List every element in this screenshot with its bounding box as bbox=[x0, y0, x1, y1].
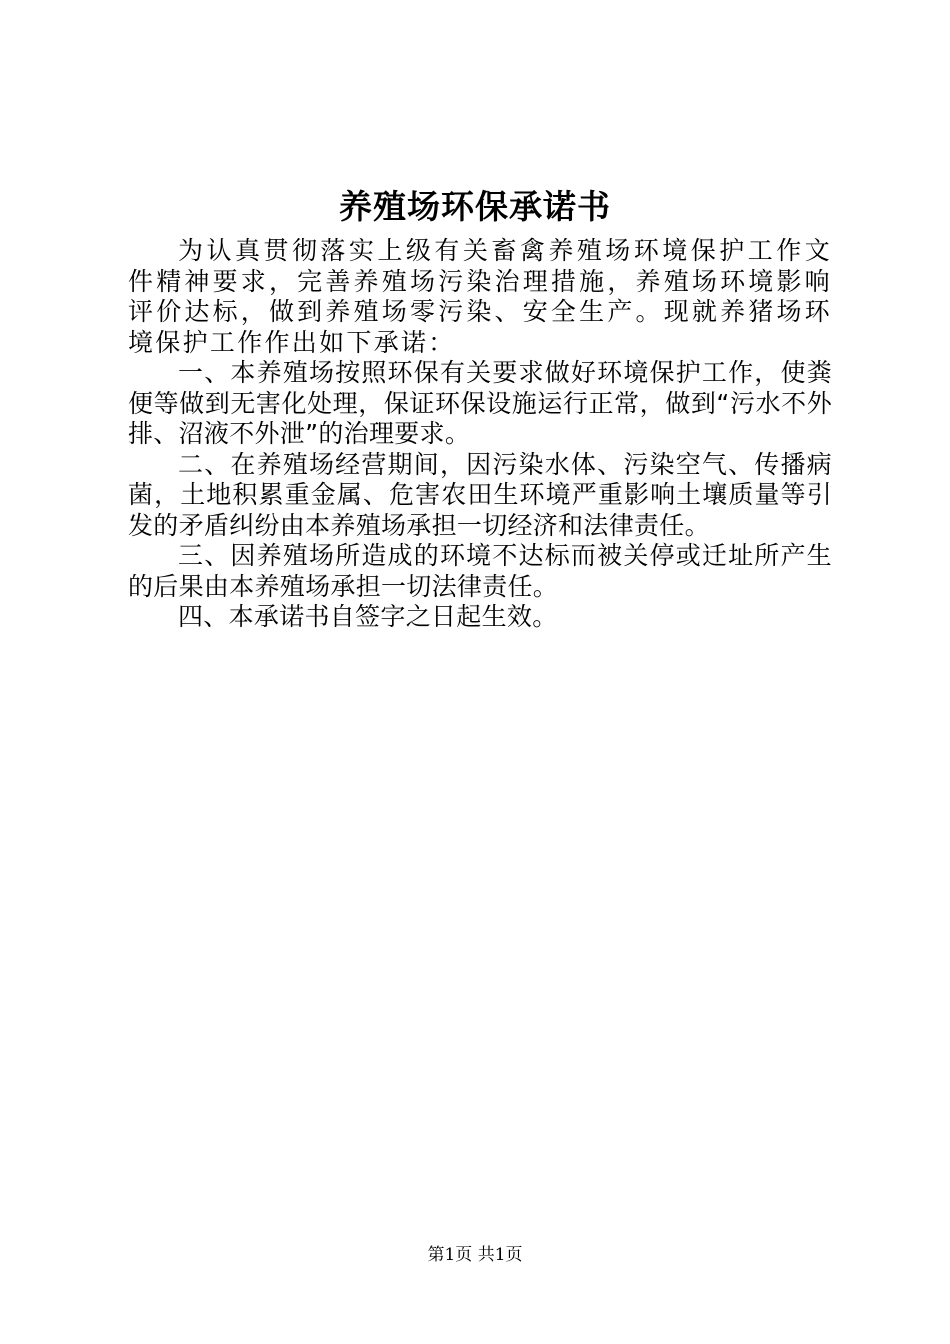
intro-paragraph: 为认真贯彻落实上级有关畜禽养殖场环境保护工作文件精神要求，完善养殖场污染治理措施，养殖场环境影响评价达标，做到养殖场零污染、安全生产。现就养猪场环境保护工作作出如下承诺： bbox=[128, 236, 832, 357]
commitment-item-1: 一、本养殖场按照环保有关要求做好环境保护工作，使粪便等做到无害化处理，保证环保设施运行正常，做到“污水不外排、沼液不外泄”的治理要求。 bbox=[128, 358, 832, 448]
commitment-item-4: 四、本承诺书自签字之日起生效。 bbox=[178, 602, 558, 631]
commitment-item-3: 三、因养殖场所造成的环境不达标而被关停或迁址所产生的后果由本养殖场承担一切法律责任。 bbox=[128, 541, 832, 601]
commitment-item-2: 二、在养殖场经营期间，因污染水体、污染空气、传播病菌，土地积累重金属、危害农田生环境严重影响土壤质量等引发的矛盾纠纷由本养殖场承担一切经济和法律责任。 bbox=[128, 449, 832, 540]
page-number-footer: 第1页 共1页 bbox=[427, 1245, 523, 1265]
document-title: 养殖场环保承诺书 bbox=[339, 187, 611, 226]
document-body bbox=[128, 236, 832, 633]
